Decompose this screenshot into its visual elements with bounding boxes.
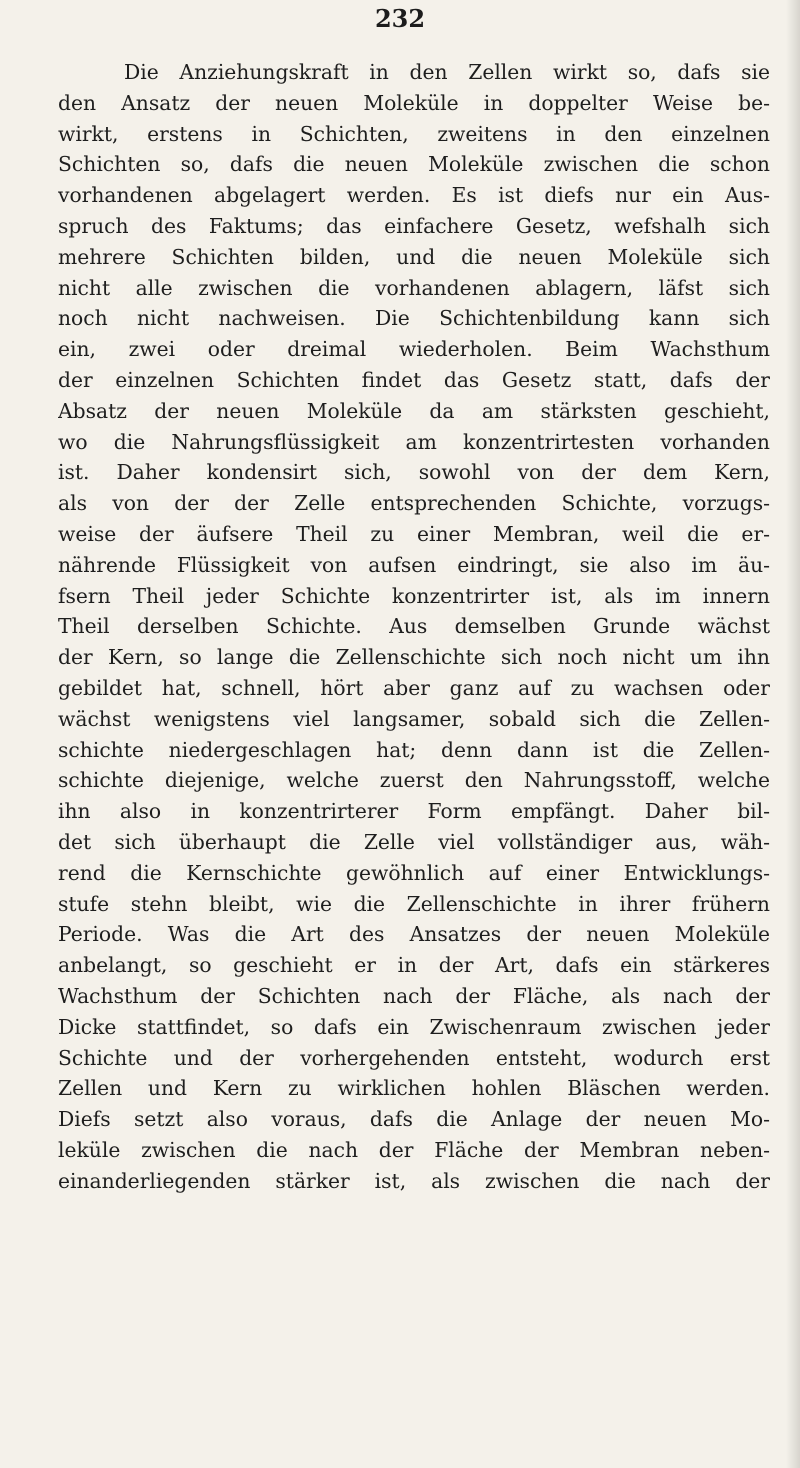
text-line: Diefs setzt also voraus, dafs die Anlage der neuen Mo- xyxy=(58,1107,770,1132)
text-line: Wachsthum der Schichten nach der Fläche, als nach der xyxy=(58,983,770,1008)
body-text xyxy=(58,57,770,1196)
text-line: leküle zwischen die nach der Fläche der Membran neben- xyxy=(58,1137,770,1162)
text-line: Schichten so, dafs die neuen Moleküle zwischen die schon xyxy=(58,152,770,177)
text-line: nährende Flüssigkeit von aufsen eindringt, sie also im äu- xyxy=(58,552,770,577)
text-line: mehrere Schichten bilden, und die neuen Moleküle sich xyxy=(58,244,770,269)
text-line: vorhandenen abgelagert werden. Es ist diefs nur ein Aus- xyxy=(58,183,770,208)
text-line: nicht alle zwischen die vorhandenen ablagern, läfst sich xyxy=(58,275,770,300)
text-line: Periode. Was die Art des Ansatzes der neuen Moleküle xyxy=(58,922,770,947)
text-line: wirkt, erstens in Schichten, zweitens in den einzelnen xyxy=(58,121,770,146)
text-line: spruch des Faktums; das einfachere Gesetz, wefshalh sich xyxy=(58,213,770,238)
text-line: det sich überhaupt die Zelle viel vollständiger aus, wäh- xyxy=(58,829,770,854)
text-line: fsern Theil jeder Schichte konzentrirter ist, als im innern xyxy=(58,583,770,608)
text-line: einanderliegenden stärker ist, als zwischen die nach der xyxy=(58,1168,770,1193)
text-line: Schichte und der vorhergehenden entsteht, wodurch erst xyxy=(58,1045,770,1070)
text-line: als von der der Zelle entsprechenden Schichte, vorzugs- xyxy=(58,491,770,516)
text-line: Absatz der neuen Moleküle da am stärksten geschieht, xyxy=(58,398,770,423)
text-line: rend die Kernschichte gewöhnlich auf einer Entwicklungs- xyxy=(58,860,770,885)
text-line: Dicke stattfindet, so dafs ein Zwischenraum zwischen jeder xyxy=(58,1014,770,1039)
text-line: der Kern, so lange die Zellenschichte sich noch nicht um ihn xyxy=(58,645,770,670)
text-line: anbelangt, so geschieht er in der Art, dafs ein stärkeres xyxy=(58,953,770,978)
text-line: den Ansatz der neuen Moleküle in doppelter Weise be- xyxy=(58,90,770,115)
page-number: 232 xyxy=(374,4,426,33)
text-line: weise der äufsere Theil zu einer Membran, weil die er- xyxy=(58,521,770,546)
text-line: Die Anziehungskraft in den Zellen wirkt so, dafs sie xyxy=(124,60,770,84)
text-line: schichte diejenige, welche zuerst den Nahrungsstoff, welche xyxy=(58,768,770,793)
text-line: Theil derselben Schichte. Aus demselben Grunde wächst xyxy=(58,614,770,639)
text-line: der einzelnen Schichten findet das Gesetz statt, dafs der xyxy=(58,367,770,392)
text-line: schichte niedergeschlagen hat; denn dann ist die Zellen- xyxy=(58,737,770,762)
text-line: Zellen und Kern zu wirklichen hohlen Bläschen werden. xyxy=(58,1076,770,1101)
text-line: gebildet hat, schnell, hört aber ganz auf zu wachsen oder xyxy=(58,675,770,700)
text-line: wächst wenigstens viel langsamer, sobald sich die Zellen- xyxy=(58,706,770,731)
text-line: ein, zwei oder dreimal wiederholen. Beim Wachsthum xyxy=(58,337,770,362)
text-line: ist. Daher kondensirt sich, sowohl von der dem Kern, xyxy=(58,460,770,485)
text-line: wo die Nahrungsflüssigkeit am konzentrirtesten vorhanden xyxy=(58,429,770,454)
text-line: stufe stehn bleibt, wie die Zellenschichte in ihrer frühern xyxy=(58,891,770,916)
text-line: noch nicht nachweisen. Die Schichtenbildung kann sich xyxy=(58,306,770,331)
text-line: ihn also in konzentrirterer Form empfängt. Daher bil- xyxy=(58,799,770,824)
